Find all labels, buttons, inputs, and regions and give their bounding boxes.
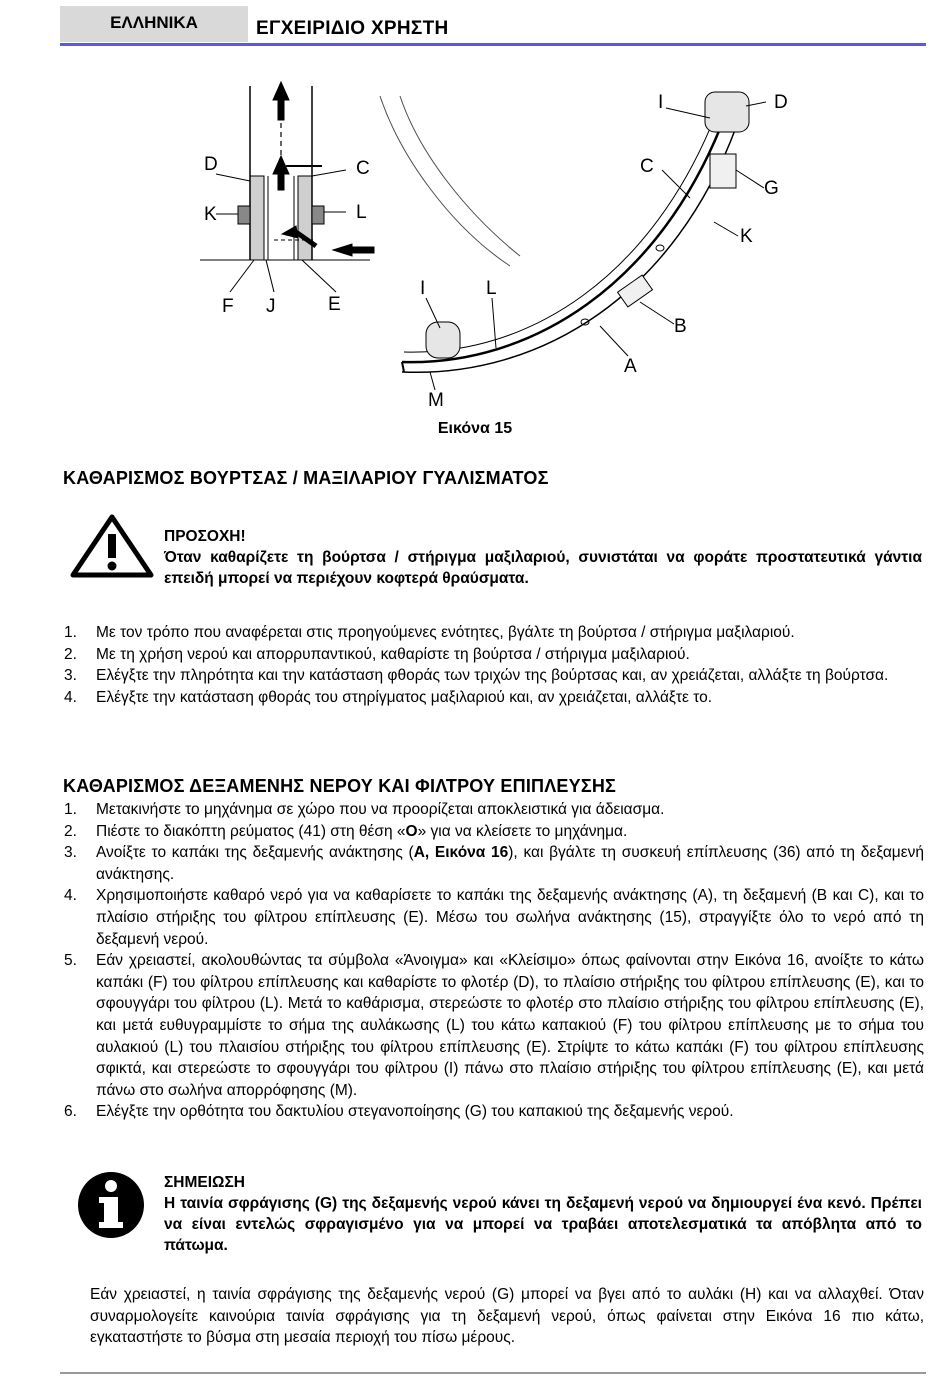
- figure-15-drawing: [190, 66, 800, 416]
- label-g-right: G: [764, 178, 779, 199]
- label-i-right-top: I: [658, 92, 664, 113]
- label-e-left: E: [328, 294, 341, 315]
- page-header: [60, 6, 926, 46]
- label-j-left: J: [266, 296, 276, 317]
- info-icon: [76, 1170, 146, 1240]
- brush-cleaning-steps: [62, 622, 924, 708]
- footer-rule: [60, 1372, 926, 1374]
- figure-caption: Εικόνα 15: [437, 420, 513, 437]
- warning-callout: [70, 514, 930, 587]
- label-c-left: C: [356, 158, 370, 179]
- label-l-left: L: [356, 202, 367, 223]
- note-title: ΣΗΜΕΙΩΣΗ: [164, 1174, 245, 1191]
- right-labels: [420, 92, 788, 411]
- recovery-tank-drawing: [380, 92, 749, 372]
- closing-paragraph: Εάν χρειαστεί, η ταινία σφράγισης της δεξαμενής νερού (G) μπορεί να βγει από το αυλάκι (H) και να αλλαχθεί. Όταν συναρμολογείτε καινούρια ταινία σφράγισης για τη δεξαμενή νερού, όπως φαίνεται στην Εικόνα 16 πιο κάτω, εγκαταστήστε το βύσμα στη μεσαία περιοχή του πίσω μέρους.: [90, 1286, 924, 1347]
- warning-text: Όταν καθαρίζετε τη βούρτσα / στήριγμα μαξιλαριού, συνιστάται να φοράτε προστατευτικά γάντια επειδή μπορεί να περιέχουν κοφτερά θραύσματα.: [164, 549, 922, 587]
- warning-triangle-icon: [70, 514, 154, 578]
- section2-heading: ΚΑΘΑΡΙΣΜΟΣ ΔΕΞΑΜΕΝΗΣ ΝΕΡΟΥ ΚΑΙ ΦΙΛΤΡΟΥ ΕΠΙΠΛΕΥΣΗΣ: [63, 776, 617, 796]
- list-item: 1. Με τον τρόπο που αναφέρεται στις προηγούμενες ενότητες, βγάλτε τη βούρτσα / στήριγμα μαξιλαριού.: [64, 624, 795, 641]
- list-item: 5. Εάν χρειαστεί, ακολουθώντας τα σύμβολα «Άνοιγμα» και «Κλείσιμο» όπως φαίνονται στην Εικόνα 16, ανοίξτε το κάτω καπάκι (F) του φίλτρου επίπλευσης και καθαρίστε το φλοτέρ (D), το πλαίσιο στήριξης του φίλτρου επίπλευσης (E), και το σφουγγάρι του φίλτρου (L). Μετά το καθάρισμα, στερεώστε το φλοτέρ στο πλαίσιο στήριξης του φίλτρου επίπλευσης (E), και μετά ευθυγραμμίστε το σήμα της αυλάκωσης (L) του κάτω καπακιού (F) του φίλτρου επίπλευσης με το σήμα του αυλακιού (L) του πλαισίου στήριξης του φίλτρου επίπλευσης (E). Στρίψτε το κάτω καπάκι (F) του φίλτρου επίπλευσης σφικτά, και στερεώστε το σφουγγάρι του φίλτρου (I) πάνω στο πλαίσιο στήριξης του φίλτρου επίπλευσης (E), και μετά πάνω στο σωλήνα απορρόφησης (M).: [64, 952, 924, 1099]
- note-text-block: [164, 1172, 922, 1256]
- section1-heading: ΚΑΘΑΡΙΣΜΟΣ ΒΟΥΡΤΣΑΣ / ΜΑΞΙΛΑΡΙΟΥ ΓΥΑΛΙΣΜΑΤΟΣ: [63, 468, 549, 488]
- label-l-right: L: [486, 278, 497, 299]
- document-title: ΕΓΧΕΙΡΙΔΙΟ ΧΡΗΣΤΗ: [256, 18, 449, 39]
- label-k-right: K: [740, 226, 753, 247]
- warning-title: ΠΡΟΣΟΧΗ!: [164, 528, 246, 545]
- label-d-right: D: [774, 92, 788, 113]
- list-item: 2. Με τη χρήση νερού και απορρυπαντικού, καθαρίστε τη βούρτσα / στήριγμα μαξιλαριού.: [64, 645, 690, 663]
- list-item: 3. Ανοίξτε το καπάκι της δεξαμενής ανάκτησης (A, Εικόνα 16), και βγάλτε τη συσκευή επίπλευσης (36) από τη δεξαμενή ανάκτησης.: [64, 844, 924, 883]
- label-i-right-bottom: I: [420, 278, 426, 299]
- label-k-left: K: [204, 204, 217, 225]
- list-item: 2. Πιέστε το διακόπτη ρεύματος (41) στη θέση «O» για να κλείσετε το μηχάνημα.: [64, 822, 628, 840]
- language-tab: ΕΛΛΗΝΙΚΑ: [60, 6, 248, 42]
- label-d-left: D: [204, 154, 218, 175]
- note-text: Η ταινία σφράγισης (G) της δεξαμενής νερού κάνει τη δεξαμενή νερού να δημιουργεί ένα κενό. Πρέπει να είναι εντελώς σφραγισμένο για να μπορεί να τραβάει αποτελεσματικά τα απόβλητα από το πάτωμα.: [164, 1195, 922, 1254]
- label-a-right: A: [624, 356, 637, 377]
- header-rule: [60, 43, 926, 46]
- label-f-left: F: [222, 296, 234, 317]
- tank-cleaning-steps: [62, 799, 924, 1123]
- list-item: 3. Ελέγξτε την πληρότητα και την κατάσταση φθοράς των τριχών της βούρτσας και, αν χρειάζεται, αλλάξτε τη βούρτσα.: [64, 667, 889, 685]
- label-c-right: C: [640, 156, 654, 177]
- list-item: 6. Ελέγξτε την ορθότητα του δακτυλίου στεγανοποίησης (G) του καπακιού της δεξαμενής νερού.: [64, 1103, 734, 1121]
- label-b-right: B: [674, 316, 687, 337]
- list-item: 1. Μετακινήστε το μηχάνημα σε χώρο που να προορίζεται αποκλειστικά για άδειασμα.: [64, 801, 665, 818]
- list-item: 4. Ελέγξτε την κατάσταση φθοράς του στηρίγματος μαξιλαριού και, αν χρειάζεται, αλλάξτε το.: [64, 688, 713, 706]
- right-leader-lines: [426, 102, 766, 390]
- label-m-right: M: [428, 390, 444, 411]
- list-item: 4. Χρησιμοποιήστε καθαρό νερό για να καθαρίσετε το καπάκι της δεξαμενής ανάκτησης (A), τη δεξαμενή (B και C), και το πλαίσιο στήριξης του φίλτρου επίπλευσης (E). Μέσω του σωλήνα ανάκτησης (15), στραγγίξτε όλο το νερό από τη δεξαμενή νερού.: [64, 887, 924, 948]
- warning-text-block: [164, 526, 922, 589]
- note-callout: [70, 1168, 930, 1254]
